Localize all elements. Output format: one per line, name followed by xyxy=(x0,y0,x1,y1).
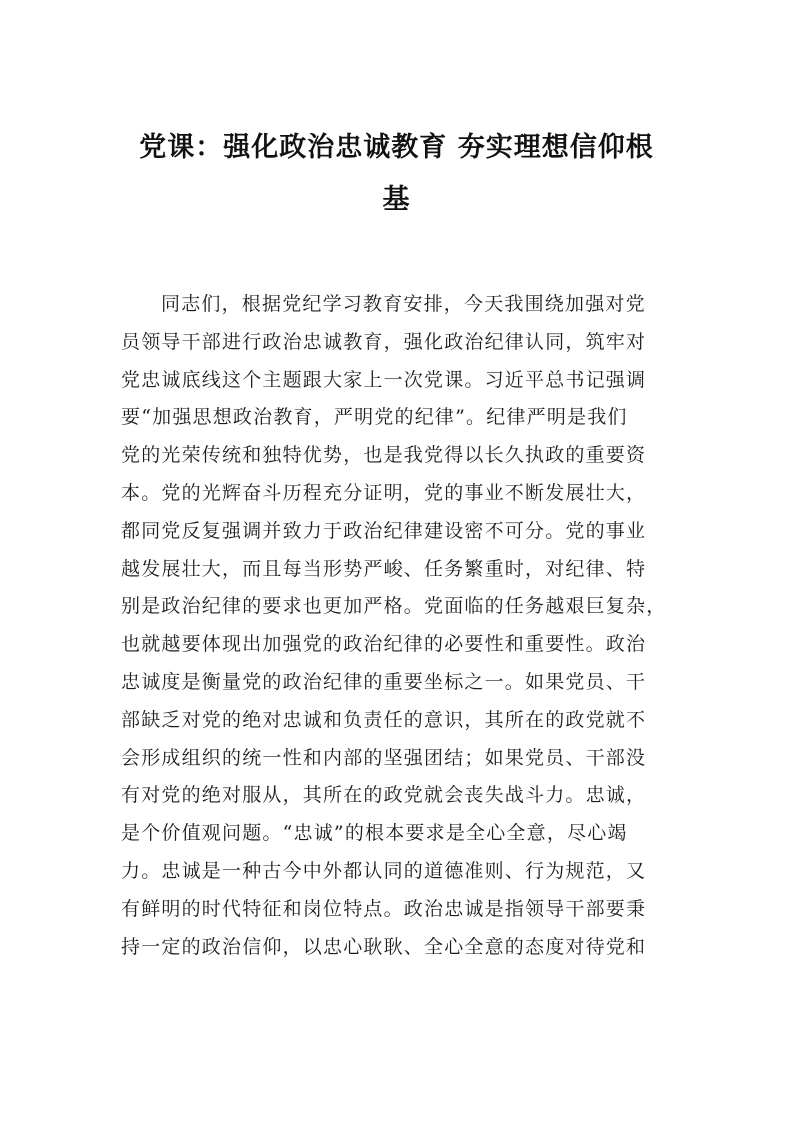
body-line-18: 持一定的政治信仰，以忠心耿耿、全心全意的态度对待党和 xyxy=(121,935,647,958)
body-line-8: 越发展壮大，而且每当形势严峻、任务繁重时，对纪律、特 xyxy=(121,557,647,580)
body-line-5: 党的光荣传统和独特优势，也是我党得以长久执政的重要资 xyxy=(121,444,647,467)
body-line-15: 是个价值观问题。“忠诚”的根本要求是全心全意，尽心竭 xyxy=(121,822,628,845)
document-title xyxy=(110,122,683,226)
body-line-4: 要“加强思想政治教育，严明党的纪律”。纪律严明是我们 xyxy=(121,406,628,429)
body-line-3: 党忠诚底线这个主题跟大家上一次党课。习近平总书记强调 xyxy=(121,368,647,391)
body-line-9: 别是政治纪律的要求也更加严格。党面临的任务越艰巨复杂， xyxy=(121,595,667,618)
title-line-2: 基 xyxy=(382,184,411,215)
body-line-17: 有鲜明的时代特征和岗位特点。政治忠诚是指领导干部要秉 xyxy=(121,897,647,920)
body-line-12: 部缺乏对党的绝对忠诚和负责任的意识，其所在的政党就不 xyxy=(121,708,647,731)
body-line-2: 员领导干部进行政治忠诚教育，强化政治纪律认同，筑牢对 xyxy=(121,330,647,353)
body-line-7: 都同党反复强调并致力于政治纪律建设密不可分。党的事业 xyxy=(121,519,647,542)
body-line-11: 忠诚度是衡量党的政治纪律的重要坐标之一。如果党员、干 xyxy=(121,670,647,693)
body-line-16: 力。忠诚是一种古今中外都认同的道德准则、行为规范，又 xyxy=(121,859,647,882)
body-line-14: 有对党的绝对服从，其所在的政党就会丧失战斗力。忠诚， xyxy=(121,784,647,807)
body-line-1: 同志们，根据党纪学习教育安排，今天我围绕加强对党 xyxy=(161,293,646,315)
title-line-1: 党课：强化政治忠诚教育 夯实理想信仰根 xyxy=(139,132,654,163)
body-line-13: 会形成组织的统一性和内部的坚强团结；如果党员、干部没 xyxy=(121,746,647,769)
body-paragraph xyxy=(121,286,681,966)
body-line-6: 本。党的光辉奋斗历程充分证明，党的事业不断发展壮大， xyxy=(121,481,647,504)
body-line-10: 也就越要体现出加强党的政治纪律的必要性和重要性。政治 xyxy=(121,633,647,656)
